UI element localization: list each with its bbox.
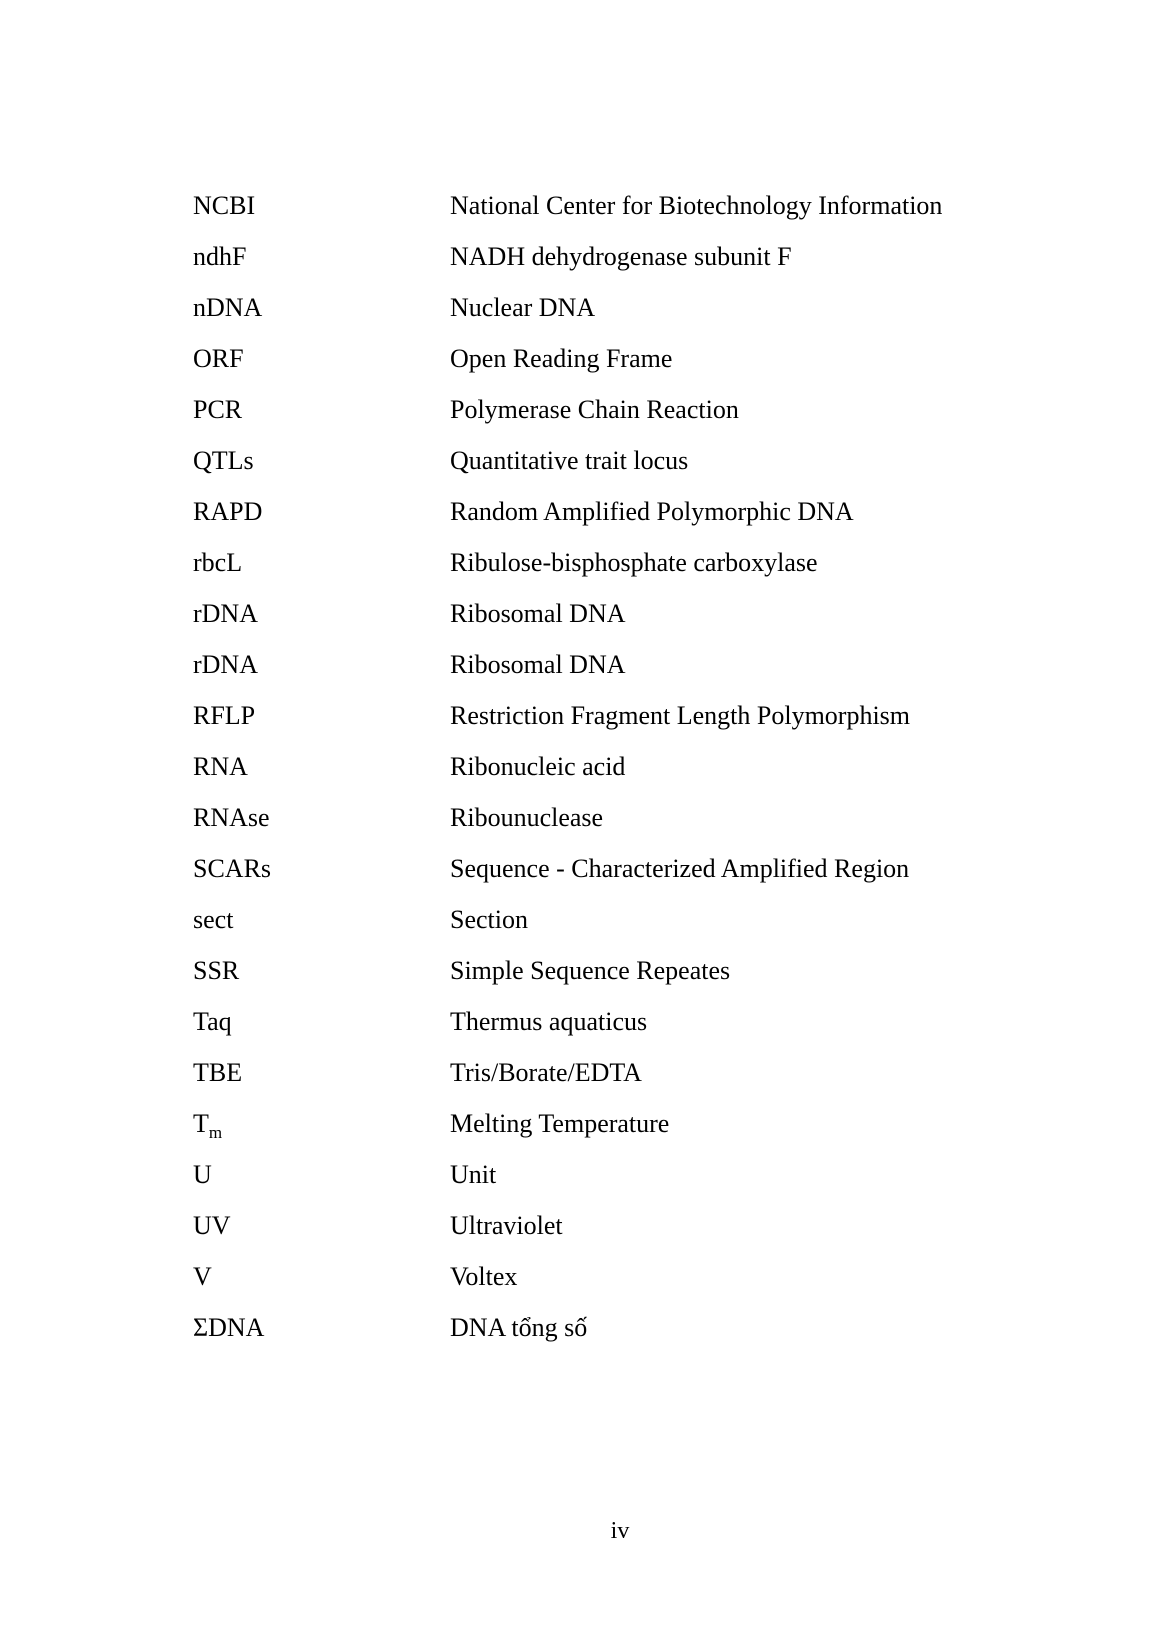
abbreviation-row xyxy=(193,649,1033,700)
abbreviation-row xyxy=(193,598,1033,649)
abbreviation-row xyxy=(193,700,1033,751)
abbreviation-term: V xyxy=(193,1262,212,1291)
abbreviation-term: NCBI xyxy=(193,191,256,220)
abbreviation-term: UV xyxy=(193,1211,231,1240)
abbreviation-term: QTLs xyxy=(193,446,254,475)
abbreviation-term-base: T xyxy=(193,1109,209,1138)
abbreviation-term-with-subscript xyxy=(193,1108,450,1149)
abbreviation-definition: Ribonucleic acid xyxy=(450,752,626,781)
abbreviation-term: SSR xyxy=(193,956,240,985)
abbreviation-row xyxy=(193,751,1033,802)
abbreviation-row xyxy=(193,496,1033,547)
abbreviation-row xyxy=(193,1159,1033,1210)
abbreviation-row xyxy=(193,853,1033,904)
abbreviation-term: nDNA xyxy=(193,293,263,322)
abbreviation-definition: Nuclear DNA xyxy=(450,293,596,322)
abbreviation-definition: Melting Temperature xyxy=(450,1109,670,1138)
abbreviation-row xyxy=(193,394,1033,445)
abbreviation-term: rDNA xyxy=(193,650,258,679)
abbreviation-row xyxy=(193,445,1033,496)
abbreviation-term-subscript: m xyxy=(208,1123,223,1142)
abbreviation-row xyxy=(193,904,1033,955)
abbreviation-definition: Tris/Borate/EDTA xyxy=(450,1058,642,1087)
abbreviation-definition: DNA tổng số xyxy=(450,1313,588,1342)
abbreviation-row xyxy=(193,955,1033,1006)
abbreviation-row xyxy=(193,547,1033,598)
abbreviation-definition: Polymerase Chain Reaction xyxy=(450,395,739,424)
abbreviation-term: rbcL xyxy=(193,548,243,577)
abbreviation-row xyxy=(193,292,1033,343)
abbreviation-definition: Random Amplified Polymorphic DNA xyxy=(450,497,854,526)
abbreviation-row xyxy=(193,190,1033,241)
abbreviation-definition: Unit xyxy=(450,1160,497,1189)
abbreviation-term: ΣDNA xyxy=(193,1313,265,1342)
abbreviation-row xyxy=(193,1261,1033,1312)
page-number: iv xyxy=(610,1518,630,1544)
abbreviation-term: ORF xyxy=(193,344,244,373)
abbreviation-term: Taq xyxy=(193,1007,232,1036)
abbreviation-definition: Ribounuclease xyxy=(450,803,604,832)
abbreviation-term: sect xyxy=(193,905,234,934)
abbreviation-definition: Voltex xyxy=(450,1262,518,1291)
abbreviation-definition: Thermus aquaticus xyxy=(450,1007,648,1036)
abbreviation-definition: Ribosomal DNA xyxy=(450,599,626,628)
abbreviation-term: TBE xyxy=(193,1058,243,1087)
abbreviation-term: RFLP xyxy=(193,701,256,730)
abbreviation-term: SCARs xyxy=(193,854,272,883)
abbreviation-row xyxy=(193,1006,1033,1057)
abbreviation-definition: National Center for Biotechnology Information xyxy=(450,191,943,220)
abbreviation-term: rDNA xyxy=(193,599,258,628)
abbreviation-definition: Ultraviolet xyxy=(450,1211,563,1240)
abbreviation-term: ndhF xyxy=(193,242,247,271)
abbreviation-definition: Quantitative trait locus xyxy=(450,446,689,475)
abbreviation-definition: Simple Sequence Repeates xyxy=(450,956,731,985)
abbreviation-row xyxy=(193,802,1033,853)
abbreviation-definition: Ribulose-bisphosphate carboxylase xyxy=(450,548,818,577)
abbreviation-definition: Section xyxy=(450,905,528,934)
abbreviation-term: RAPD xyxy=(193,497,263,526)
abbreviation-definition: Ribosomal DNA xyxy=(450,650,626,679)
abbreviation-row xyxy=(193,241,1033,292)
abbreviation-row xyxy=(193,343,1033,394)
abbreviation-definition: Open Reading Frame xyxy=(450,344,673,373)
abbreviation-term: U xyxy=(193,1160,212,1189)
abbreviation-row xyxy=(193,1108,1033,1159)
abbreviation-term: PCR xyxy=(193,395,243,424)
abbreviation-definition: Restriction Fragment Length Polymorphism xyxy=(450,701,911,730)
abbreviation-row xyxy=(193,1210,1033,1261)
abbreviation-term: RNAse xyxy=(193,803,270,832)
abbreviation-row xyxy=(193,1057,1033,1108)
abbreviation-definition: Sequence - Characterized Amplified Region xyxy=(450,854,910,883)
abbreviation-definition: NADH dehydrogenase subunit F xyxy=(450,242,792,271)
abbreviation-term: RNA xyxy=(193,752,248,781)
abbreviation-row xyxy=(193,1312,1033,1363)
abbreviation-list xyxy=(193,190,1033,1363)
